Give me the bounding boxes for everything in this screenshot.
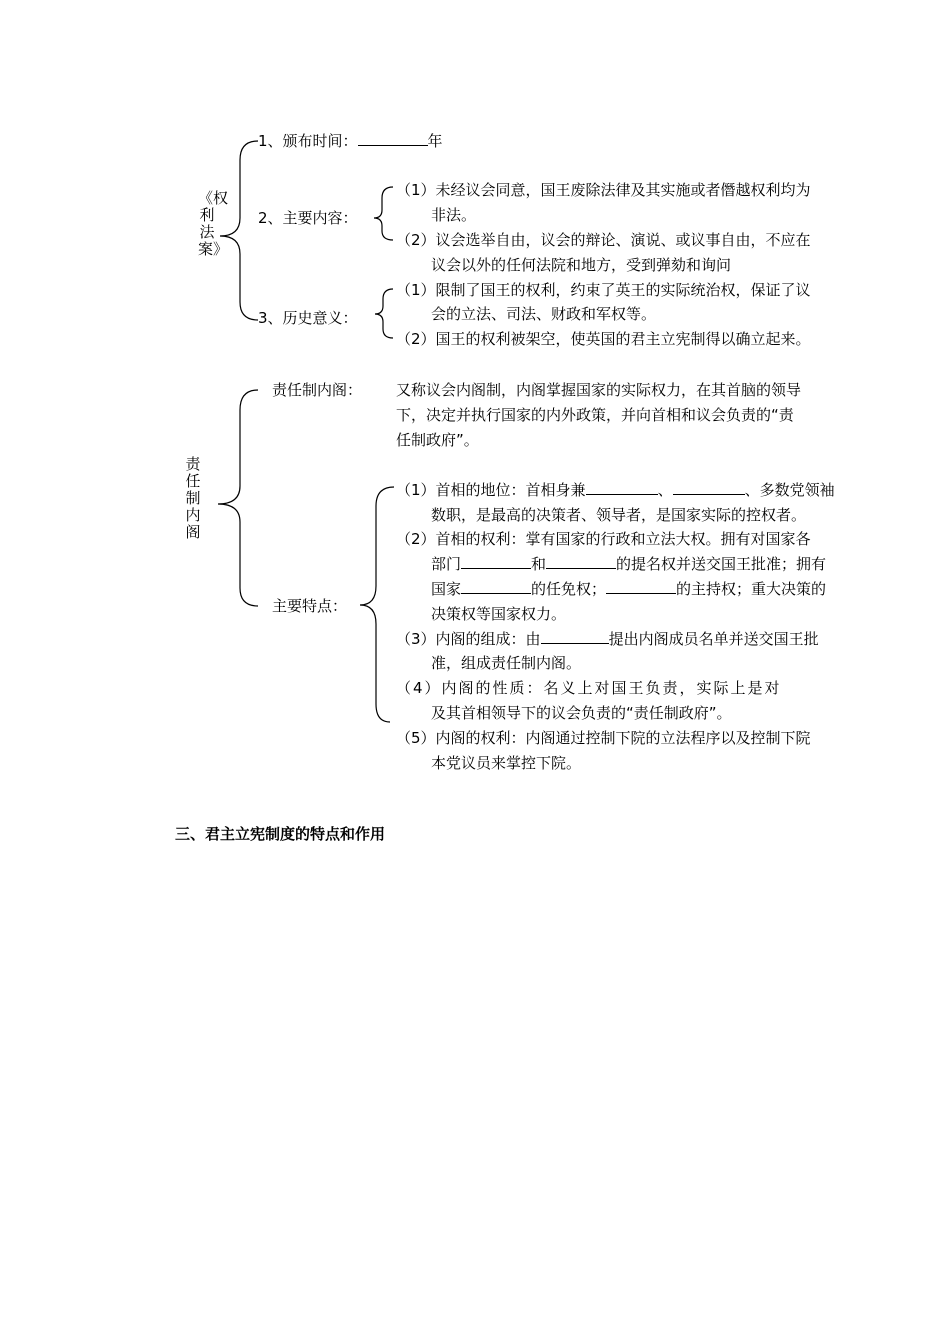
text: 议会选举自由，议会的辩论、演说、或议事自由，不应在 (435, 231, 811, 249)
cabinet-definition-line2: 下，决定并执行国家的内外政策，并向首相和议会负责的“责 (396, 406, 794, 424)
blank (586, 480, 658, 495)
feature-4-line2: 及其首相领导下的议会负责的“责任制政府”。 (431, 704, 732, 722)
feature-4-line1 (396, 678, 782, 698)
cabinet-definition-label: 责任制内阁： (272, 381, 363, 399)
text: 国王的权利被架空，使英国的君主立宪制得以确立起来。 (435, 330, 811, 348)
text: 未经议会同意，国王废除法律及其实施或者僭越权利均为 (435, 181, 811, 199)
feature-2-line3 (431, 579, 826, 599)
num: （5） (396, 729, 436, 747)
bill-significance-brace (375, 289, 393, 338)
num: （1） (396, 281, 436, 299)
text: 提出内阁成员名单并送交国王批 (608, 630, 819, 648)
num: （4） (396, 679, 442, 697)
text: 的主持权；重大决策的 (676, 580, 827, 598)
text: 内阁的组成：由 (435, 630, 541, 648)
feature-2-line4: 决策权等国家权力。 (431, 605, 567, 623)
cabinet-definition-line3: 任制政府”。 (396, 431, 479, 449)
bill-content-2-line2: 议会以外的任何法院和地方，受到弹劾和询问 (431, 256, 732, 274)
bill-content-1-line2: 非法。 (431, 206, 477, 224)
text: 国家 (431, 580, 462, 598)
text: 内阁的权利：内阁通过控制下院的立法程序以及控制下院 (435, 729, 811, 747)
bill-content-1-line1 (396, 180, 811, 200)
blank (461, 579, 531, 594)
bill-significance-1-line1 (396, 280, 811, 300)
feature-3-line2: 准，组成责任制内阁。 (431, 654, 582, 672)
blank (546, 554, 616, 569)
num: （3） (396, 630, 436, 648)
year-blank (358, 131, 428, 146)
num: （1） (396, 481, 436, 499)
bill-title: 《权利法案》 (198, 189, 229, 258)
blank (541, 629, 609, 644)
text: 内阁的性质：名义上对国王负责，实际上是对 (441, 679, 782, 697)
feature-3-line1 (396, 629, 819, 649)
num: （2） (396, 330, 436, 348)
bill-content-2-line1 (396, 230, 811, 250)
text: 的任免权； (531, 580, 607, 598)
num: （1） (396, 181, 436, 199)
feature-1-line2: 数职，是最高的决策者、领导者，是国家实际的控权者。 (431, 506, 807, 524)
text: 首相的权利：掌有国家的行政和立法大权。拥有对国家各 (435, 530, 811, 548)
cabinet-title: 责任制内阁 (185, 455, 201, 541)
bill-item1-label: 1、颁布时间： (258, 132, 358, 150)
text: 、 (657, 481, 673, 499)
num: （2） (396, 530, 436, 548)
bill-item1-after: 年 (427, 132, 443, 150)
feature-1-line1 (396, 480, 835, 500)
text: 、多数党领袖 (744, 481, 835, 499)
text: 的提名权并送交国王批准；拥有 (616, 555, 827, 573)
text: 限制了国王的权利，约束了英王的实际统治权，保证了议 (435, 281, 811, 299)
bill-item1 (258, 131, 443, 151)
features-brace (360, 487, 394, 722)
cabinet-definition-line1: 又称议会内阁制，内阁掌握国家的实际权力，在其首脑的领导 (396, 381, 802, 399)
feature-2-line2 (431, 554, 826, 574)
bill-item3-label: 3、历史意义： (258, 309, 358, 327)
bill-significance-2 (396, 329, 811, 349)
num: （2） (396, 231, 436, 249)
text: 和 (531, 555, 547, 573)
feature-5-line1 (396, 728, 811, 748)
features-label: 主要特点： (272, 597, 348, 615)
blank (606, 579, 676, 594)
cabinet-main-brace (218, 390, 258, 606)
feature-5-line2: 本党议员来掌控下院。 (431, 754, 582, 772)
section3-heading: 三、君主立宪制度的特点和作用 (175, 825, 386, 843)
bill-content-brace (374, 187, 393, 240)
blank (673, 480, 745, 495)
bill-significance-1-line2: 会的立法、司法、财政和军权等。 (431, 305, 657, 323)
feature-2-line1 (396, 529, 811, 549)
bill-main-brace (220, 141, 258, 320)
text: 部门 (431, 555, 462, 573)
bill-item2-label: 2、主要内容： (258, 209, 358, 227)
text: 首相的地位：首相身兼 (435, 481, 586, 499)
blank (461, 554, 531, 569)
